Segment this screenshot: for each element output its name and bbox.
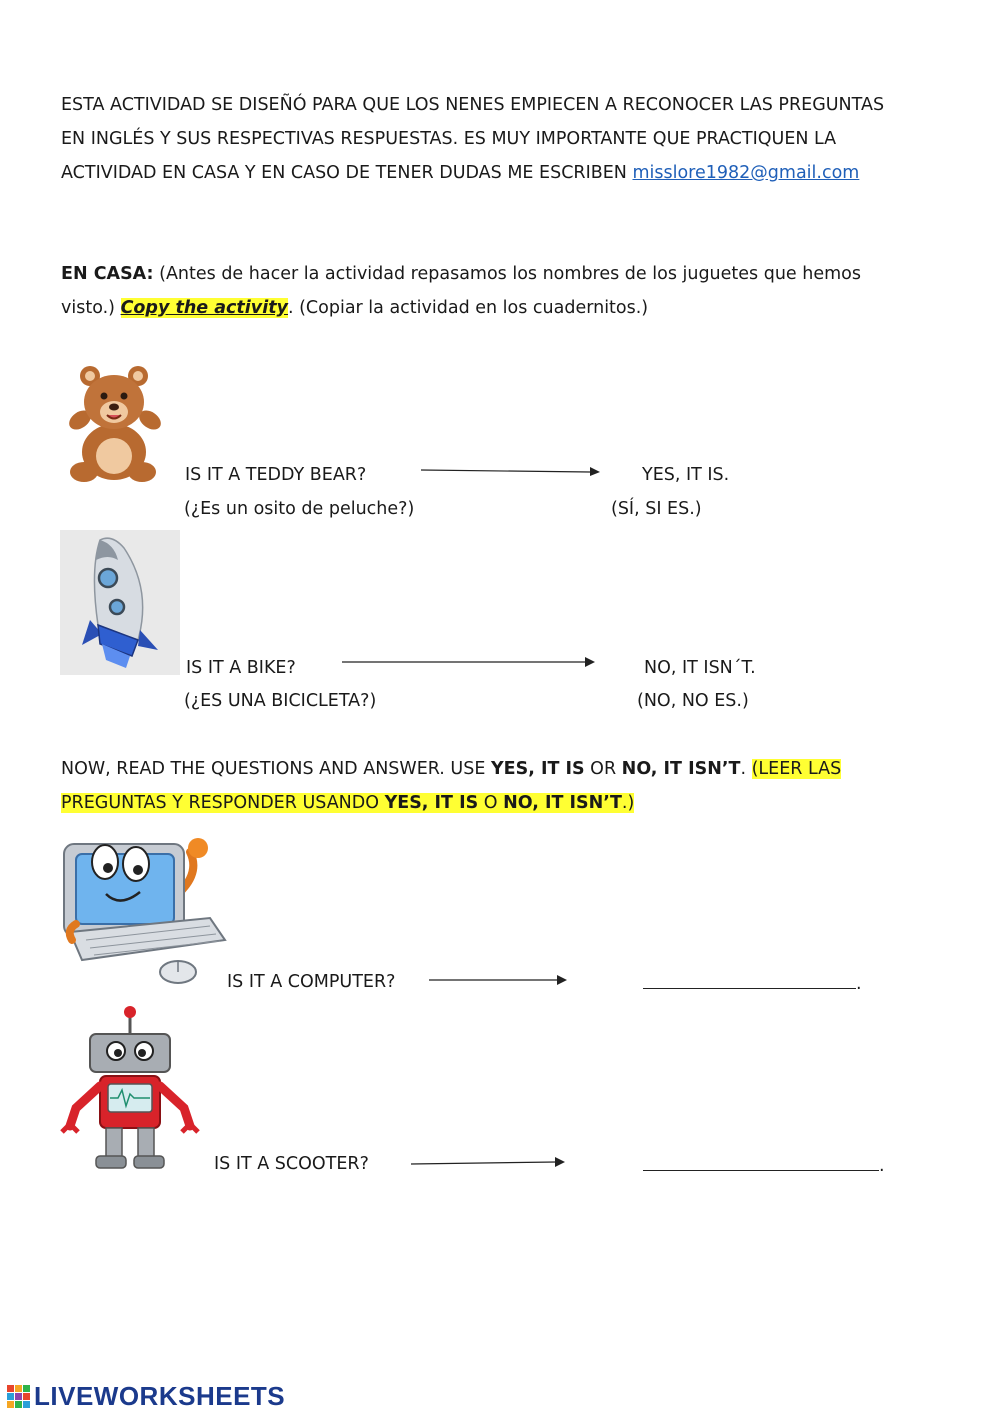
logo-blocks-icon <box>6 1384 32 1410</box>
example-1-answer: YES, IT IS. <box>642 465 730 485</box>
example-1-question: IS IT A TEDDY BEAR? <box>185 465 367 485</box>
instruction-hb2: NO, IT ISN’T <box>503 793 622 813</box>
home-label: EN CASA: <box>61 264 154 284</box>
exercise-2-question: IS IT A SCOOTER? <box>214 1154 369 1174</box>
example-2-question-es: (¿ES UNA BICICLETA?) <box>184 691 377 711</box>
example-2-answer-es: (NO, NO ES.) <box>637 691 749 711</box>
liveworksheets-logo <box>6 1381 285 1412</box>
teddy-bear-image <box>60 362 168 484</box>
intro-line-3-text: ACTIVIDAD EN CASA Y EN CASO DE TENER DUDAS ME ESCRIBEN <box>61 163 633 183</box>
example-2-answer: NO, IT ISN´T. <box>644 658 756 678</box>
instruction-h3: O <box>478 793 504 813</box>
home-text-2: visto.) <box>61 298 121 318</box>
example-2-question: IS IT A BIKE? <box>186 658 296 678</box>
computer-image <box>60 822 230 990</box>
instruction-h2: PREGUNTAS Y RESPONDER USANDO <box>61 793 385 813</box>
copy-activity-highlight: Copy the activity <box>120 298 288 318</box>
instruction-highlight-1: (LEER LAS <box>751 759 842 779</box>
robot-image <box>60 1004 202 1172</box>
email-link[interactable]: misslore1982@gmail.com <box>632 163 860 183</box>
intro-line-3 <box>61 156 939 190</box>
home-text-1: (Antes de hacer la actividad repasamos los nombres de los juguetes que hemos <box>153 264 861 284</box>
instruction-bold-1: YES, IT IS <box>490 759 585 779</box>
arrow-icon <box>341 656 599 670</box>
exercise-2-answer <box>643 1154 885 1176</box>
home-text-3: . (Copiar la actividad en los cuadernitos.) <box>287 298 649 318</box>
answer-blank[interactable] <box>643 1154 879 1171</box>
instruction-line-2 <box>61 786 939 820</box>
instruction-hb1: YES, IT IS <box>384 793 479 813</box>
exercise-1-end: . <box>856 974 862 994</box>
example-1-answer-es: (SÍ, SI ES.) <box>611 499 702 519</box>
home-line-1 <box>61 257 939 291</box>
logo-text: LIVEWORKSHEETS <box>34 1381 286 1411</box>
instruction-text-3: . <box>740 759 752 779</box>
example-1-question-es: (¿Es un osito de peluche?) <box>184 499 415 519</box>
instruction-line-1 <box>61 752 939 786</box>
intro-line-2: EN INGLÉS Y SUS RESPECTIVAS RESPUESTAS. ES MUY IMPORTANTE QUE PRACTIQUEN LA <box>61 129 837 149</box>
arrow-icon <box>420 465 602 479</box>
home-line-2 <box>61 291 939 325</box>
instruction-bold-2: NO, IT ISN’T <box>621 759 741 779</box>
answer-blank[interactable] <box>643 972 856 989</box>
intro-line-1: ESTA ACTIVIDAD SE DISEÑÓ PARA QUE LOS NENES EMPIECEN A RECONOCER LAS PREGUNTAS <box>61 95 885 115</box>
arrow-icon <box>428 973 572 987</box>
instruction-h4: .) <box>621 793 635 813</box>
instruction-highlight-2 <box>61 793 634 813</box>
exercise-2-end: . <box>879 1156 885 1176</box>
instruction-text-2: OR <box>584 759 622 779</box>
arrow-icon <box>410 1156 570 1170</box>
exercise-1-question: IS IT A COMPUTER? <box>227 972 396 992</box>
instruction-text-1: NOW, READ THE QUESTIONS AND ANSWER. USE <box>61 759 491 779</box>
rocket-image <box>60 530 180 675</box>
exercise-1-answer <box>643 972 862 994</box>
